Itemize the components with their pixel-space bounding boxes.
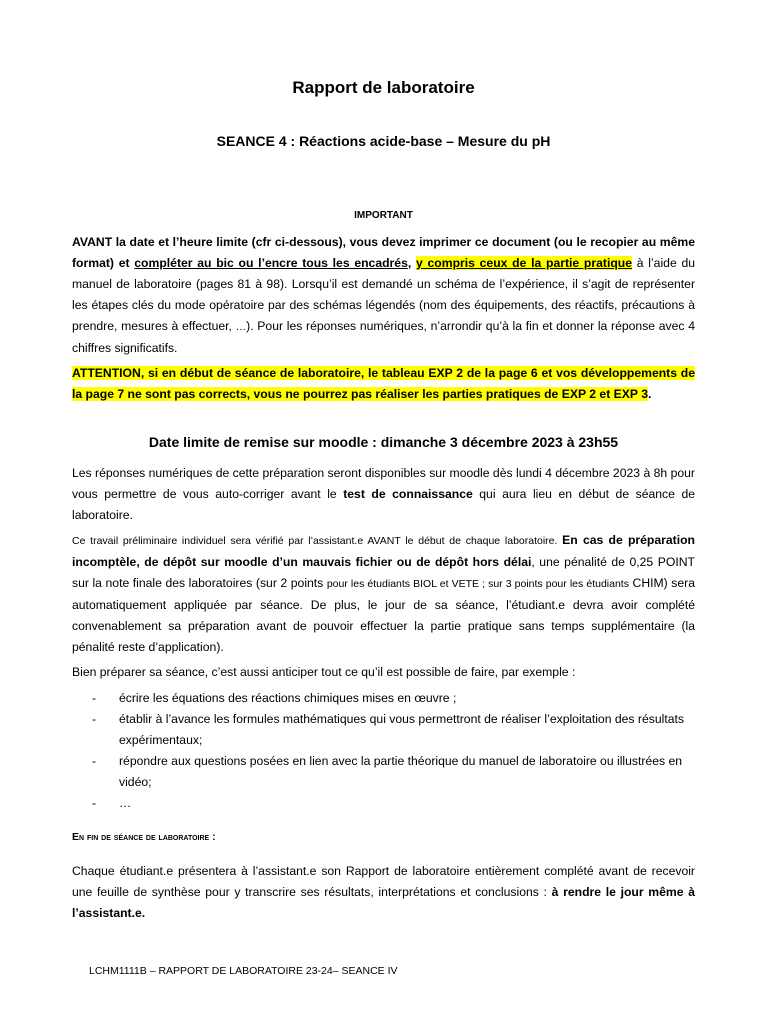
attention-paragraph: ATTENTION, si en début de séance de laboratoire, le tableau EXP 2 de la page 6 et vos développements de la page 7 ne sont pas corrects, vous ne pourrez pas réaliser les parties pratiques de EXP 2 et EXP 3. bbox=[72, 366, 695, 401]
penalty-bold: En cas de préparation incomptèle, de dépôt sur moodle d’un mauvais fichier ou de dépôt hors délai bbox=[72, 533, 695, 569]
highlighted-instruction: y compris ceux de la partie pratique bbox=[416, 256, 633, 270]
end-section-paragraph: Chaque étudiant.e présentera à l’assistant.e son Rapport de laboratoire entièrement complété avant de recevoir une feuille de synthèse pour y transcrire ses résultats, interprétations et conclusions : à rendre le jour même à l’assistant.e. bbox=[72, 864, 695, 920]
list-item: - écrire les équations des réactions chimiques mises en œuvre ; bbox=[92, 691, 457, 705]
prepare-paragraph: Bien préparer sa séance, c’est aussi anticiper tout ce qu’il est possible de faire, par exemple : bbox=[72, 665, 576, 679]
attention-warning: ATTENTION, si en début de séance de laboratoire, le tableau EXP 2 de la page 6 et vos développements de la page 7 ne sont pas corrects, vous ne pourrez pas réaliser les parties pratiques de EXP 2 et EXP 3 bbox=[72, 366, 695, 401]
list-item: - … bbox=[92, 796, 132, 810]
intro-bold-lead: AVANT la date et l’heure limite (cfr ci-dessous), vous devez imprimer ce document (ou le recopier au même format) et compléter au bic ou l’encre tous les encadrés, y compris ceux de la partie pratique bbox=[72, 235, 695, 270]
page-footer: LCHM1111B – RAPPORT DE LABORATOIRE 23-24– SEANCE IV bbox=[89, 965, 398, 977]
penalty-paragraph: Ce travail préliminaire individuel sera vérifié par l’assistant.e AVANT le début de chaque laboratoire. En cas de préparation incomptèle, de dépôt sur moodle d’un mauvais fichier ou de dépôt hors délai, une pénalité de 0,25 POINT sur la note finale des laboratoires (sur 2 points pour les étudiants BIOL et VETE ; sur 3 points pour les étudiants CHIM) sera automatiquement appliquée par séance. De plus, le jour de sa séance, l’étudiant.e devra avoir complété convenablement sa préparation avant de pouvoir effectuer la partie pratique sans temps supplémentaire (la pénalité reste d’application). bbox=[72, 533, 695, 654]
document-page bbox=[72, 0, 695, 1024]
underlined-instruction: compléter au bic ou l’encre tous les encadrés bbox=[134, 256, 408, 270]
page-title: Rapport de laboratoire bbox=[292, 78, 475, 97]
important-heading: IMPORTANT bbox=[354, 210, 413, 221]
list-item: - répondre aux questions posées en lien avec la partie théorique du manuel de laboratoire ou illustrées en vidéo; bbox=[92, 754, 683, 789]
preparation-list bbox=[72, 688, 695, 814]
page-subtitle: SEANCE 4 : Réactions acide-base – Mesure du pH bbox=[216, 133, 551, 149]
end-section-heading: En fin de séance de laboratoire : bbox=[72, 831, 216, 843]
intro-paragraph: AVANT la date et l’heure limite (cfr ci-dessous), vous devez imprimer ce document (ou le recopier au même format) et compléter au bic ou l’encre tous les encadrés, y compris ceux de la partie pratique à l’aide du manuel de laboratoire (pages 81 à 98). Lorsqu’il est demandé un schéma de l’expérience, il s’agit de représenter les étapes clés du mode opératoire par des schémas légendés (nom des équipements, des réactifs, précautions à prendre, mesures à effectuer, …). Pour les réponses numériques, n’arrondir qu’à la fin et donner la réponse avec 4 chiffres significatifs. bbox=[72, 235, 696, 355]
deadline-heading: Date limite de remise sur moodle : dimanche 3 décembre 2023 à 23h55 bbox=[148, 434, 619, 450]
answers-paragraph: Les réponses numériques de cette préparation seront disponibles sur moodle dès lundi 4 décembre 2023 à 8h pour vous permettre de vous auto-corriger avant le test de connaissance qui aura lieu en début de séance de laboratoire. bbox=[72, 466, 696, 522]
list-item: - établir à l’avance les formules mathématiques qui vous permettront de réaliser l’exploitation des résultats expérimentaux; bbox=[92, 712, 684, 747]
